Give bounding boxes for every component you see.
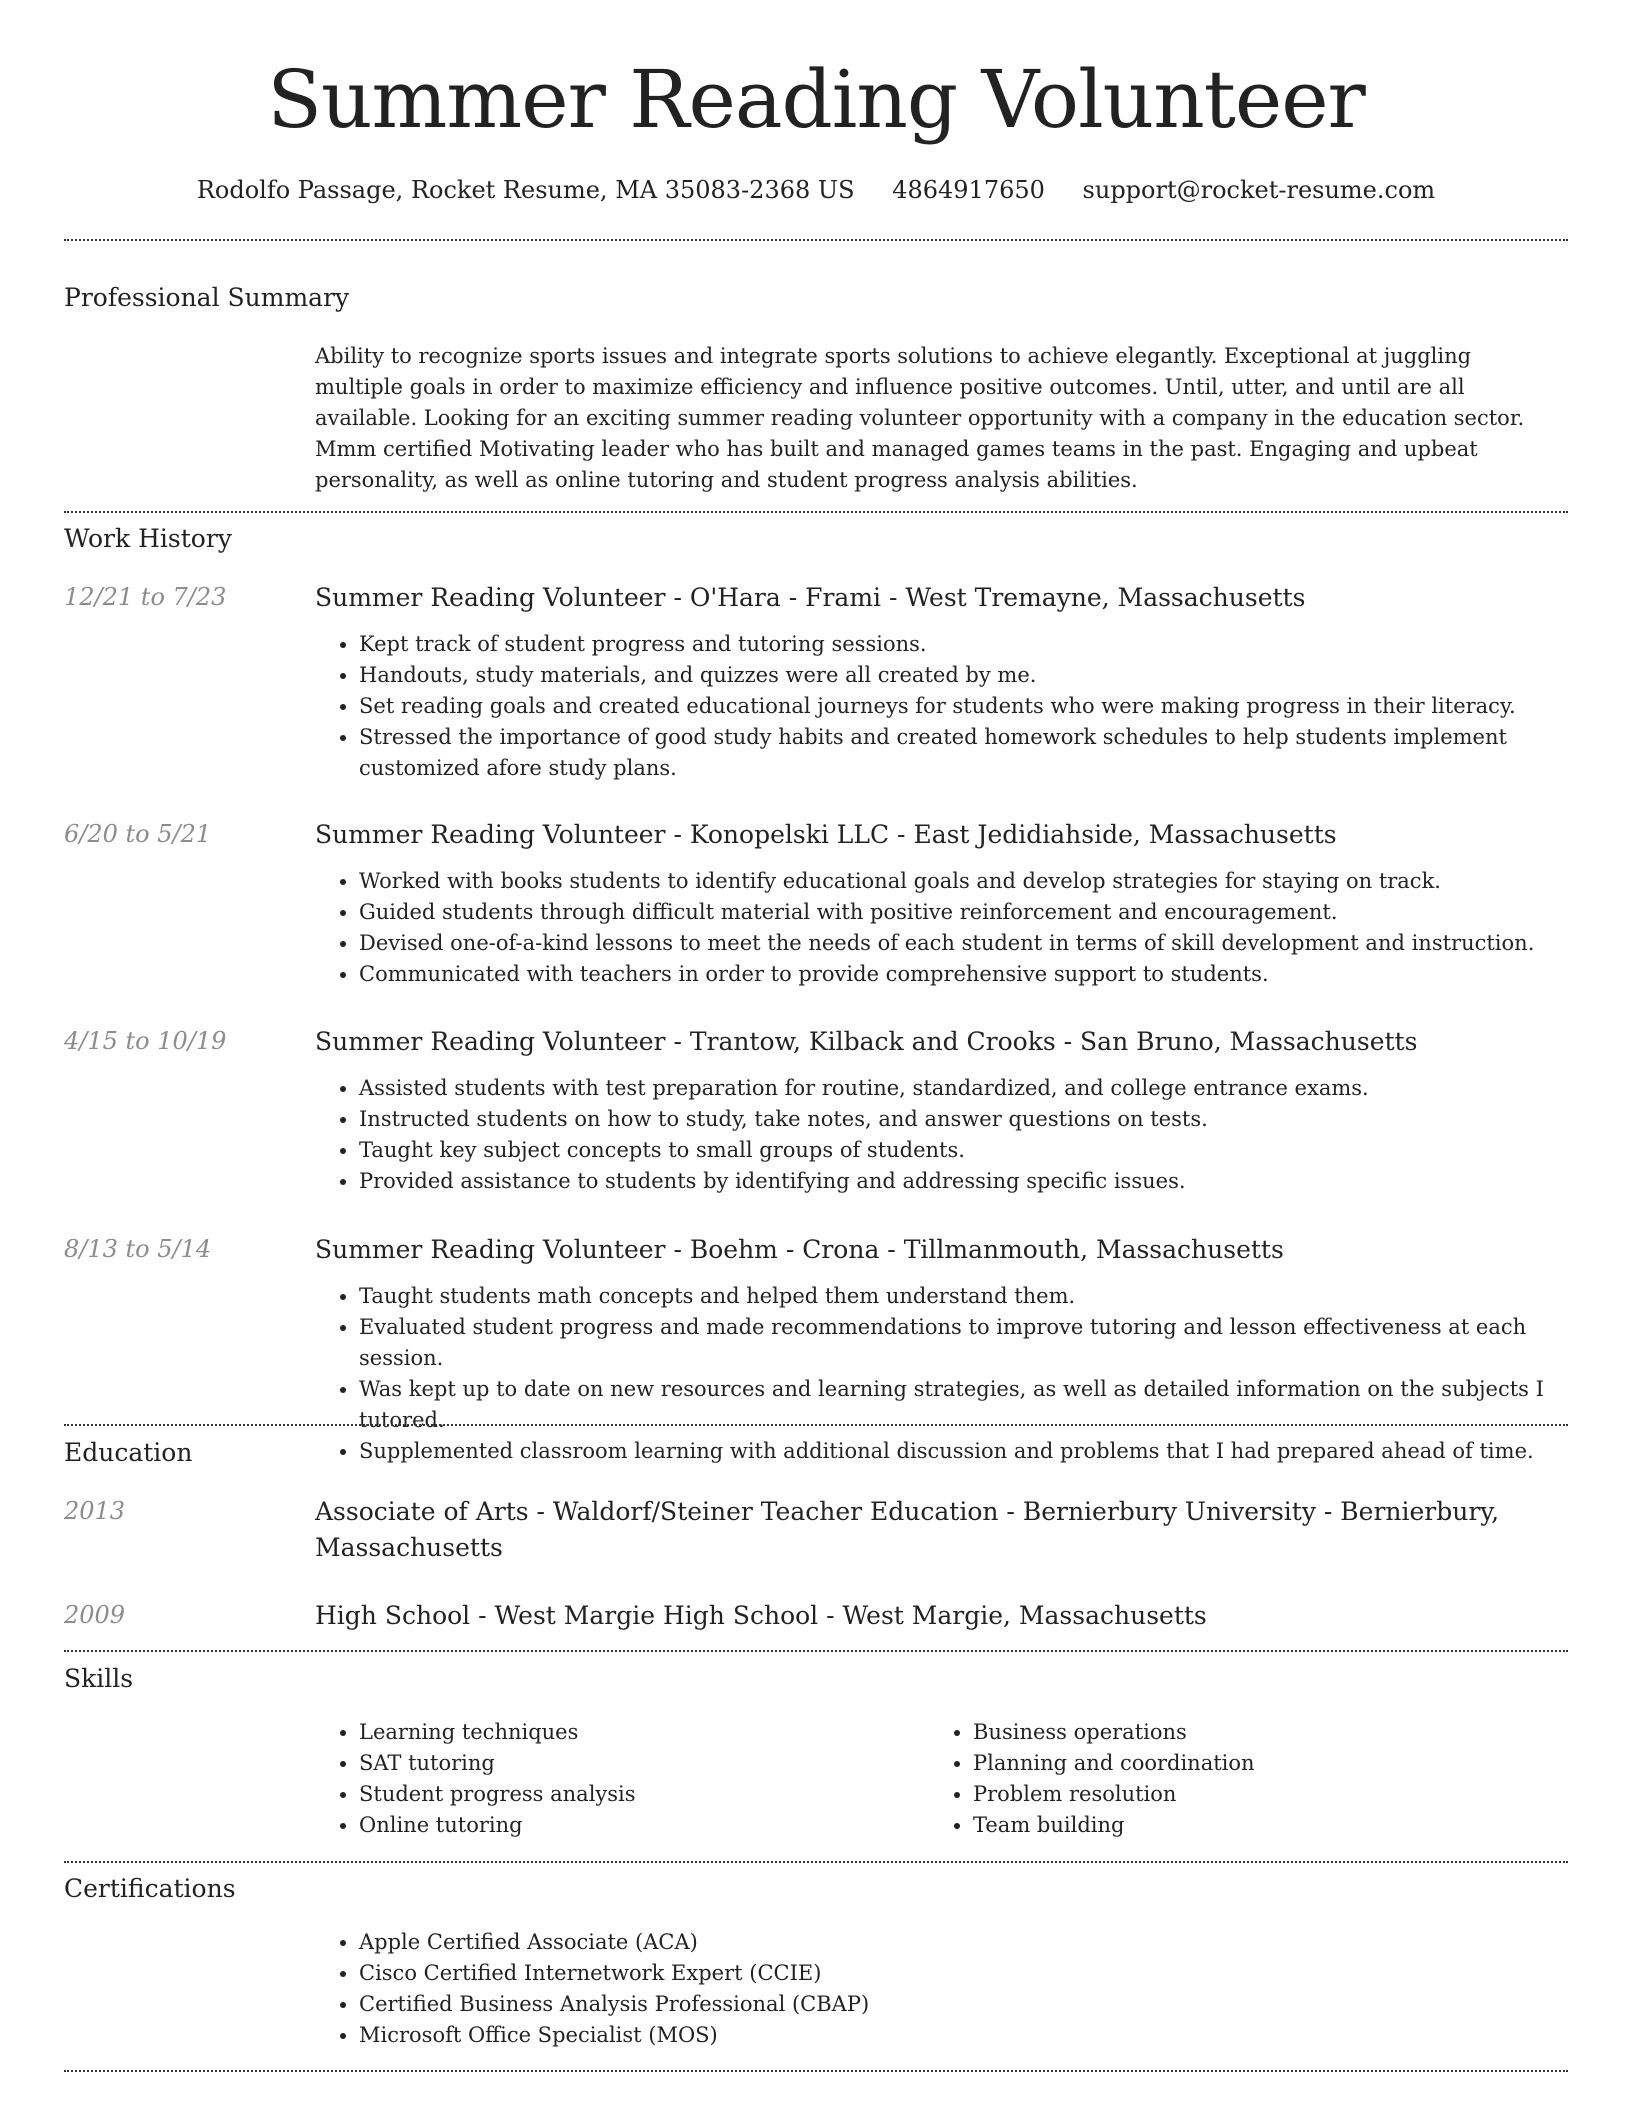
section-divider xyxy=(64,2070,1568,2072)
skills-list-left xyxy=(315,1717,919,1841)
skill-item: • Business operations xyxy=(973,1717,1533,1748)
job-role: Summer Reading Volunteer xyxy=(315,583,666,612)
list-item: • Instructed students on how to study, take notes, and answer questions on tests. xyxy=(359,1104,1609,1135)
list-item: • Communicated with teachers in order to provide comprehensive support to students. xyxy=(359,959,1609,990)
education-date: 2013 xyxy=(64,1497,126,1525)
section-title-certifications: Certifications xyxy=(64,1874,236,1903)
job-details: - Trantow, Kilback and Crooks - San Bruno, Massachusetts xyxy=(665,1027,1418,1056)
contact-email: support@rocket-resume.com xyxy=(1082,176,1436,204)
section-divider xyxy=(64,239,1568,241)
certifications-list xyxy=(315,1927,1609,2051)
list-item: • Guided students through difficult material with positive reinforcement and encouragement. xyxy=(359,897,1609,928)
education-degree: High School xyxy=(315,1601,471,1630)
skill-item: • Learning techniques xyxy=(359,1717,919,1748)
certification-item: • Certified Business Analysis Professional (CBAP) xyxy=(359,1989,1609,2020)
skills-list-right xyxy=(929,1717,1533,1841)
list-item: • Was kept up to date on new resources and learning strategies, as well as detailed information on the subjects I tutored. xyxy=(359,1374,1609,1436)
skill-item: • Problem resolution xyxy=(973,1779,1533,1810)
job-bullets xyxy=(315,1281,1609,1467)
education-entry xyxy=(315,1494,1515,1566)
job-bullets xyxy=(315,866,1609,990)
skill-item: • Student progress analysis xyxy=(359,1779,919,1810)
job-role: Summer Reading Volunteer xyxy=(315,1027,666,1056)
list-item: • Provided assistance to students by identifying and addressing specific issues. xyxy=(359,1166,1609,1197)
education-degree: Associate of Arts - Waldorf/Steiner Teacher Education xyxy=(315,1497,999,1526)
certification-item: • Apple Certified Associate (ACA) xyxy=(359,1927,1609,1958)
education-entry xyxy=(315,1598,1515,1634)
job-title xyxy=(315,583,1305,612)
skill-item: • Planning and coordination xyxy=(973,1748,1533,1779)
list-item: • Kept track of student progress and tutoring sessions. xyxy=(359,629,1609,660)
job-bullets xyxy=(315,629,1609,784)
job-details: - Boehm - Crona - Tillmanmouth, Massachusetts xyxy=(665,1235,1284,1264)
contact-address: Rodolfo Passage, Rocket Resume, MA 35083-2368 US xyxy=(196,176,855,204)
section-title-education: Education xyxy=(64,1438,193,1467)
contact-line xyxy=(0,174,1632,206)
job-details: - O'Hara - Frami - West Tremayne, Massachusetts xyxy=(665,583,1306,612)
job-date: 12/21 to 7/23 xyxy=(64,583,227,611)
job-bullets xyxy=(315,1073,1609,1197)
list-item: • Taught key subject concepts to small groups of students. xyxy=(359,1135,1609,1166)
job-details: - Konopelski LLC - East Jedidiahside, Massachusetts xyxy=(665,820,1337,849)
education-date: 2009 xyxy=(64,1601,126,1629)
section-title-skills: Skills xyxy=(64,1664,134,1693)
list-item: • Worked with books students to identify educational goals and develop strategies for staying on track. xyxy=(359,866,1609,897)
education-details: - Bernierbury University - Bernierbury, Massachusetts xyxy=(315,1497,1500,1562)
list-item: • Set reading goals and created educational journeys for students who were making progress in their literacy. xyxy=(359,691,1609,722)
skill-item: • Team building xyxy=(973,1810,1533,1841)
list-item: • Supplemented classroom learning with additional discussion and problems that I had prepared ahead of time. xyxy=(359,1436,1609,1467)
list-item: • Stressed the importance of good study habits and created homework schedules to help students implement customized afore study plans. xyxy=(359,722,1609,784)
job-role: Summer Reading Volunteer xyxy=(315,1235,666,1264)
job-role: Summer Reading Volunteer xyxy=(315,820,666,849)
resume-header xyxy=(0,0,1632,206)
education-details: - West Margie High School - West Margie, Massachusetts xyxy=(470,1601,1207,1630)
certification-item: • Microsoft Office Specialist (MOS) xyxy=(359,2020,1609,2051)
candidate-name: Summer Reading Volunteer xyxy=(267,53,1365,146)
summary-text: Ability to recognize sports issues and integrate sports solutions to achieve elegantly. Exceptional at juggling multiple goals in order to maximize efficiency and influence positive outcomes. Until, utter, and until are all available. Looking for an exciting summer reading volunteer opportunity with a company in the education sector. Mmm certified Motivating leader who has built and managed games teams in the past. Engaging and upbeat personality, as well as online tutoring and student progress analysis abilities. xyxy=(315,344,1525,492)
section-divider xyxy=(64,1861,1568,1863)
section-title-summary: Professional Summary xyxy=(64,283,350,312)
certification-item: • Cisco Certified Internetwork Expert (CCIE) xyxy=(359,1958,1609,1989)
section-divider xyxy=(64,1424,1568,1426)
job-title xyxy=(315,820,1337,849)
contact-phone: 4864917650 xyxy=(892,176,1045,204)
job-date: 4/15 to 10/19 xyxy=(64,1027,227,1055)
skill-item: • SAT tutoring xyxy=(359,1748,919,1779)
skill-item: • Online tutoring xyxy=(359,1810,919,1841)
list-item: • Evaluated student progress and made recommendations to improve tutoring and lesson effectiveness at each session. xyxy=(359,1312,1609,1374)
job-date: 6/20 to 5/21 xyxy=(64,820,212,848)
list-item: • Devised one-of-a-kind lessons to meet the needs of each student in terms of skill development and instruction. xyxy=(359,928,1609,959)
section-divider xyxy=(64,1650,1568,1652)
job-title xyxy=(315,1027,1417,1056)
list-item: • Handouts, study materials, and quizzes were all created by me. xyxy=(359,660,1609,691)
section-divider xyxy=(64,511,1568,513)
job-date: 8/13 to 5/14 xyxy=(64,1235,212,1263)
list-item: • Assisted students with test preparation for routine, standardized, and college entrance exams. xyxy=(359,1073,1609,1104)
list-item: • Taught students math concepts and helped them understand them. xyxy=(359,1281,1609,1312)
section-title-work: Work History xyxy=(64,524,232,553)
job-title xyxy=(315,1235,1284,1264)
